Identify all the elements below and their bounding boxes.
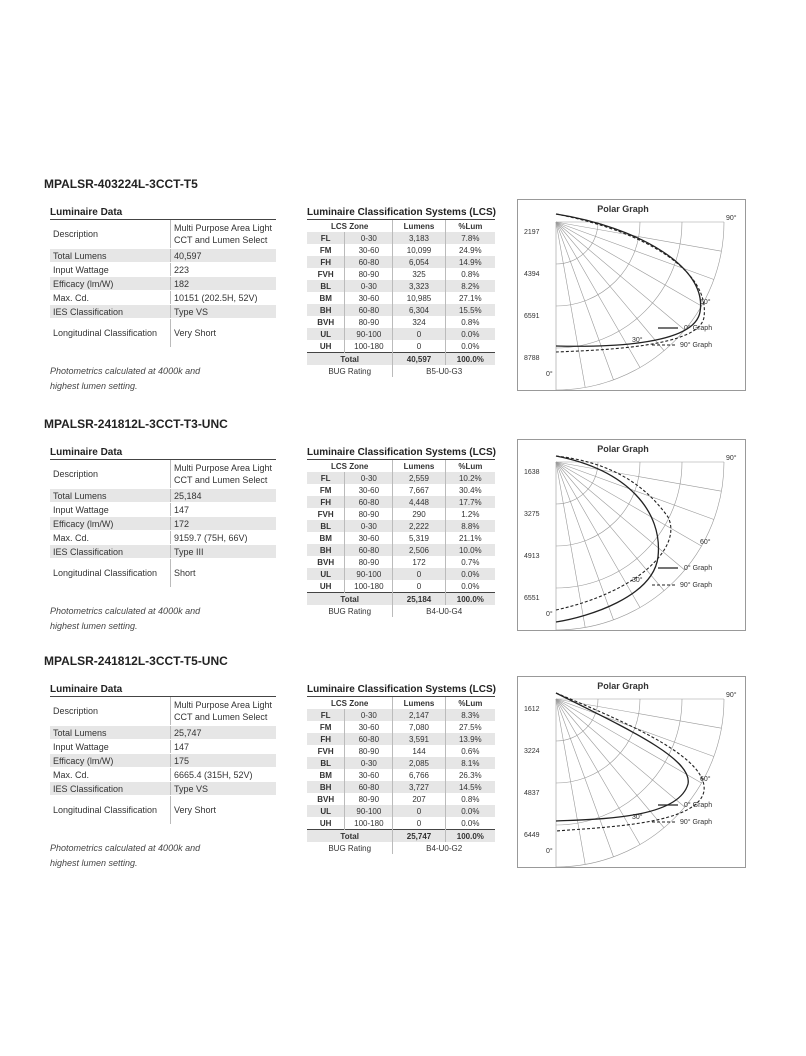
lcs-range: 0-30 xyxy=(345,232,393,244)
product-title: MPALSR-241812L-3CCT-T3-UNC xyxy=(44,417,228,431)
lcs-lumens: 0 xyxy=(393,328,445,340)
luminaire-data-header: Luminaire Data xyxy=(50,447,276,460)
lcs-zone: BVH xyxy=(317,557,335,567)
lcs-pct: 1.2% xyxy=(445,508,495,520)
lcs-pct: 0.0% xyxy=(445,568,495,580)
lcs-total-label: Total xyxy=(307,593,393,606)
row-label: Longitudinal Classification xyxy=(50,559,171,588)
polar-graph xyxy=(517,439,746,631)
row-value: 9159.7 (75H, 66V) xyxy=(171,531,277,545)
col-pct: %Lum xyxy=(445,220,495,232)
lcs-zone: BH xyxy=(307,304,345,316)
note-line-2: highest lumen setting. xyxy=(50,381,138,391)
lcs-zone: BH xyxy=(307,544,345,556)
polar-tick-label: 3275 xyxy=(524,511,540,518)
lcs-lumens: 5,319 xyxy=(393,532,445,544)
lcs-pct: 0.0% xyxy=(445,340,495,353)
row-label: Max. Cd. xyxy=(50,531,171,545)
lcs-range: 30-60 xyxy=(345,769,393,781)
lcs-lumens: 0 xyxy=(393,340,445,353)
row-value: 10151 (202.5H, 52V) xyxy=(171,291,277,305)
lcs-range: 60-80 xyxy=(345,733,393,745)
lcs-zone: FH xyxy=(307,496,345,508)
lcs-zone: UH xyxy=(319,341,332,351)
lcs-lumens: 324 xyxy=(393,316,445,328)
lcs-lumens: 3,591 xyxy=(393,733,445,745)
bug-value: B5-U0-G3 xyxy=(393,365,495,377)
lcs-pct: 15.5% xyxy=(445,304,495,316)
lcs-pct: 14.5% xyxy=(445,781,495,793)
lcs-zone: BL xyxy=(307,757,345,769)
row-value xyxy=(171,697,277,726)
polar-tick-label: 4837 xyxy=(524,790,540,797)
lcs-lumens: 2,085 xyxy=(393,757,445,769)
lcs-range: 0-30 xyxy=(345,520,393,532)
row-value: Very Short xyxy=(171,319,277,348)
row-label: Description xyxy=(50,697,171,726)
lcs-zone: FL xyxy=(307,472,345,484)
lcs-pct: 30.4% xyxy=(445,484,495,496)
col-lumens: Lumens xyxy=(393,460,445,472)
row-value: 25,747 xyxy=(171,726,277,740)
lcs-pct: 27.1% xyxy=(445,292,495,304)
row-label: Efficacy (lm/W) xyxy=(50,754,171,768)
lcs-lumens: 325 xyxy=(393,268,445,280)
lcs-range: 90-100 xyxy=(345,328,393,340)
luminaire-data xyxy=(50,447,276,634)
lcs-lumens: 10,099 xyxy=(393,244,445,256)
polar-background xyxy=(518,677,745,867)
polar-graph-title: Polar Graph xyxy=(597,444,649,454)
polar-angle-0: 0° xyxy=(546,371,553,378)
lcs-lumens: 2,222 xyxy=(393,520,445,532)
lcs-zone: BM xyxy=(319,770,332,780)
lcs-lumens: 2,559 xyxy=(393,472,445,484)
lcs-total-pct: 100.0% xyxy=(445,830,495,843)
legend-dashed-label: 90° Graph xyxy=(680,342,712,349)
bug-label: BUG Rating xyxy=(307,842,393,854)
polar-angle-90: 90° xyxy=(726,455,737,462)
bug-label: BUG Rating xyxy=(307,605,393,617)
lcs-pct: 10.2% xyxy=(445,472,495,484)
lcs-pct: 7.8% xyxy=(445,232,495,244)
lcs-range: 80-90 xyxy=(345,556,393,568)
product-section xyxy=(0,417,806,657)
row-label: Max. Cd. xyxy=(50,768,171,782)
lcs-range: 0-30 xyxy=(345,472,393,484)
lcs-range: 100-180 xyxy=(345,340,393,353)
row-label: Description xyxy=(50,460,171,489)
legend-dashed-label: 90° Graph xyxy=(680,582,712,589)
lcs-range: 30-60 xyxy=(345,532,393,544)
row-value: 223 xyxy=(171,263,277,277)
lcs-zone: FH xyxy=(307,733,345,745)
col-lumens: Lumens xyxy=(393,697,445,709)
luminaire-data-table xyxy=(50,460,276,588)
polar-background xyxy=(518,440,745,630)
row-value: 147 xyxy=(171,503,277,517)
lcs-pct: 17.7% xyxy=(445,496,495,508)
row-label: Total Lumens xyxy=(50,489,171,503)
lcs-range: 0-30 xyxy=(345,757,393,769)
lcs-lumens: 2,147 xyxy=(393,709,445,721)
polar-graph-svg xyxy=(518,677,745,867)
luminaire-data-table xyxy=(50,220,276,348)
product-section xyxy=(0,654,806,894)
row-value: Very Short xyxy=(171,796,277,825)
lcs-lumens: 3,183 xyxy=(393,232,445,244)
note-line-1: Photometrics calculated at 4000k and xyxy=(50,843,201,853)
polar-graph-svg xyxy=(518,440,745,630)
row-value xyxy=(171,220,277,249)
lcs-range: 60-80 xyxy=(345,304,393,316)
legend-dashed-label: 90° Graph xyxy=(680,819,712,826)
lcs-zone: FH xyxy=(307,256,345,268)
lcs-total-label: Total xyxy=(307,830,393,843)
lcs-pct: 8.3% xyxy=(445,709,495,721)
row-label: Longitudinal Classification xyxy=(50,796,171,825)
legend-solid-label: 0° Graph xyxy=(684,802,713,809)
lcs-pct: 27.5% xyxy=(445,721,495,733)
bug-label: BUG Rating xyxy=(307,365,393,377)
luminaire-data-header: Luminaire Data xyxy=(50,684,276,697)
bug-value: B4-U0-G2 xyxy=(393,842,495,854)
legend-solid-label: 0° Graph xyxy=(684,565,713,572)
lcs-pct: 10.0% xyxy=(445,544,495,556)
lcs-lumens: 144 xyxy=(393,745,445,757)
lcs-range: 80-90 xyxy=(345,268,393,280)
polar-tick-label: 8788 xyxy=(524,355,540,362)
lcs-pct: 0.0% xyxy=(445,580,495,593)
lcs-zone: FM xyxy=(319,722,332,732)
lcs-table xyxy=(307,447,495,617)
lcs-range: 100-180 xyxy=(345,817,393,830)
lcs-pct: 0.6% xyxy=(445,745,495,757)
lcs-pct: 0.0% xyxy=(445,817,495,830)
lcs-pct: 26.3% xyxy=(445,769,495,781)
note-line-1: Photometrics calculated at 4000k and xyxy=(50,366,201,376)
lcs-pct: 21.1% xyxy=(445,532,495,544)
lcs-lumens: 7,080 xyxy=(393,721,445,733)
polar-tick-label: 2197 xyxy=(524,229,540,236)
value-line-2: CCT and Lumen Select xyxy=(174,712,268,722)
lcs-range: 100-180 xyxy=(345,580,393,593)
photometrics-note xyxy=(50,604,276,634)
row-label: Input Wattage xyxy=(50,503,171,517)
row-label: IES Classification xyxy=(50,782,171,796)
row-label: Description xyxy=(50,220,171,249)
lcs-pct: 8.8% xyxy=(445,520,495,532)
luminaire-data-table xyxy=(50,697,276,825)
row-label: IES Classification xyxy=(50,545,171,559)
value-line-2: CCT and Lumen Select xyxy=(174,235,268,245)
lcs-pct: 0.8% xyxy=(445,268,495,280)
row-value xyxy=(171,460,277,489)
polar-angle-0: 0° xyxy=(546,848,553,855)
lcs-table xyxy=(307,207,495,377)
row-value: Short xyxy=(171,559,277,588)
lcs-zone: BH xyxy=(307,781,345,793)
polar-tick-label: 1638 xyxy=(524,469,540,476)
note-line-2: highest lumen setting. xyxy=(50,858,138,868)
polar-angle-30: 30° xyxy=(632,337,643,344)
col-pct: %Lum xyxy=(445,697,495,709)
polar-angle-90: 90° xyxy=(726,692,737,699)
value-line-1: Multi Purpose Area Light xyxy=(174,463,273,473)
lcs-zone: UH xyxy=(319,581,332,591)
col-zone: LCS Zone xyxy=(307,460,393,472)
row-value: 175 xyxy=(171,754,277,768)
lcs-lumens: 0 xyxy=(393,817,445,830)
lcs-range: 80-90 xyxy=(345,508,393,520)
row-value: 25,184 xyxy=(171,489,277,503)
polar-graph xyxy=(517,199,746,391)
lcs-lumens: 3,323 xyxy=(393,280,445,292)
lcs-range: 30-60 xyxy=(345,484,393,496)
lcs-zone: BM xyxy=(319,293,332,303)
product-section xyxy=(0,177,806,417)
polar-angle-60: 60° xyxy=(700,776,711,783)
lcs-zone: UH xyxy=(319,818,332,828)
lcs-zone: FVH xyxy=(317,269,334,279)
legend-solid-label: 0° Graph xyxy=(684,325,713,332)
polar-tick-label: 4394 xyxy=(524,271,540,278)
lcs-range: 60-80 xyxy=(345,544,393,556)
lcs-pct: 0.8% xyxy=(445,793,495,805)
lcs-zone: BL xyxy=(307,280,345,292)
polar-angle-60: 60° xyxy=(700,539,711,546)
lcs-zone: FM xyxy=(319,485,332,495)
row-label: Max. Cd. xyxy=(50,291,171,305)
lcs-header: Luminaire Classification Systems (LCS) xyxy=(307,447,496,458)
row-label: Total Lumens xyxy=(50,249,171,263)
polar-angle-60: 60° xyxy=(700,299,711,306)
lcs-range: 90-100 xyxy=(345,805,393,817)
luminaire-data xyxy=(50,684,276,871)
row-value: Type III xyxy=(171,545,277,559)
lcs-lumens: 3,727 xyxy=(393,781,445,793)
lcs-lumens: 2,506 xyxy=(393,544,445,556)
row-value: 6665.4 (315H, 52V) xyxy=(171,768,277,782)
polar-background xyxy=(518,200,745,390)
lcs-table xyxy=(307,684,495,854)
lcs-range: 60-80 xyxy=(345,496,393,508)
lcs-zone: FVH xyxy=(317,509,334,519)
row-value: 172 xyxy=(171,517,277,531)
polar-graph xyxy=(517,676,746,868)
col-pct: %Lum xyxy=(445,460,495,472)
lcs-pct: 24.9% xyxy=(445,244,495,256)
lcs-total-lumens: 25,747 xyxy=(393,830,445,843)
row-value: 40,597 xyxy=(171,249,277,263)
lcs-range: 80-90 xyxy=(345,316,393,328)
lcs-lumens: 6,304 xyxy=(393,304,445,316)
row-label: Longitudinal Classification xyxy=(50,319,171,348)
polar-angle-30: 30° xyxy=(632,814,643,821)
lcs-zone: FM xyxy=(319,245,332,255)
lcs-pct: 8.2% xyxy=(445,280,495,292)
lcs-pct: 14.9% xyxy=(445,256,495,268)
polar-angle-0: 0° xyxy=(546,611,553,618)
lcs-pct: 13.9% xyxy=(445,733,495,745)
lcs-total-pct: 100.0% xyxy=(445,353,495,366)
row-label: IES Classification xyxy=(50,305,171,319)
bug-value: B4-U0-G4 xyxy=(393,605,495,617)
lcs-header: Luminaire Classification Systems (LCS) xyxy=(307,207,496,218)
lcs-zone: UL xyxy=(307,568,345,580)
lcs-lumens: 10,985 xyxy=(393,292,445,304)
lcs-header: Luminaire Classification Systems (LCS) xyxy=(307,684,496,695)
polar-graph-title: Polar Graph xyxy=(597,681,649,691)
lcs-pct: 0.0% xyxy=(445,328,495,340)
row-label: Input Wattage xyxy=(50,263,171,277)
row-label: Efficacy (lm/W) xyxy=(50,277,171,291)
polar-tick-label: 3224 xyxy=(524,748,540,755)
lcs-lumens: 207 xyxy=(393,793,445,805)
lcs-zone: FVH xyxy=(317,746,334,756)
value-line-1: Multi Purpose Area Light xyxy=(174,700,273,710)
lcs-total-lumens: 25,184 xyxy=(393,593,445,606)
polar-angle-90: 90° xyxy=(726,215,737,222)
polar-tick-label: 6449 xyxy=(524,832,540,839)
lcs-range: 90-100 xyxy=(345,568,393,580)
col-zone: LCS Zone xyxy=(307,697,393,709)
polar-tick-label: 1612 xyxy=(524,706,540,713)
polar-graph-title: Polar Graph xyxy=(597,204,649,214)
product-title: MPALSR-403224L-3CCT-T5 xyxy=(44,177,198,191)
lcs-zone: BM xyxy=(319,533,332,543)
value-line-2: CCT and Lumen Select xyxy=(174,475,268,485)
lcs-zone: UL xyxy=(307,805,345,817)
lcs-pct: 0.8% xyxy=(445,316,495,328)
lcs-lumens: 7,667 xyxy=(393,484,445,496)
row-value: 147 xyxy=(171,740,277,754)
product-title: MPALSR-241812L-3CCT-T5-UNC xyxy=(44,654,228,668)
row-value: Type VS xyxy=(171,305,277,319)
lcs-total-pct: 100.0% xyxy=(445,593,495,606)
lcs-range: 60-80 xyxy=(345,781,393,793)
lcs-zone: UL xyxy=(307,328,345,340)
lcs-lumens: 6,054 xyxy=(393,256,445,268)
lcs-range: 80-90 xyxy=(345,745,393,757)
lcs-pct: 8.1% xyxy=(445,757,495,769)
lcs-range: 30-60 xyxy=(345,244,393,256)
value-line-1: Multi Purpose Area Light xyxy=(174,223,273,233)
lcs-range: 0-30 xyxy=(345,709,393,721)
photometrics-note xyxy=(50,841,276,871)
polar-tick-label: 6551 xyxy=(524,595,540,602)
luminaire-data-header: Luminaire Data xyxy=(50,207,276,220)
lcs-range: 80-90 xyxy=(345,793,393,805)
lcs-lumens: 0 xyxy=(393,568,445,580)
row-label: Input Wattage xyxy=(50,740,171,754)
lcs-lumens: 0 xyxy=(393,805,445,817)
row-label: Efficacy (lm/W) xyxy=(50,517,171,531)
lcs-range: 30-60 xyxy=(345,721,393,733)
row-label: Total Lumens xyxy=(50,726,171,740)
lcs-zone: BL xyxy=(307,520,345,532)
polar-tick-label: 6591 xyxy=(524,313,540,320)
col-lumens: Lumens xyxy=(393,220,445,232)
lcs-lumens: 290 xyxy=(393,508,445,520)
lcs-zone: BVH xyxy=(317,317,335,327)
lcs-lumens: 4,448 xyxy=(393,496,445,508)
lcs-pct: 0.7% xyxy=(445,556,495,568)
lcs-pct: 0.0% xyxy=(445,805,495,817)
lcs-total-lumens: 40,597 xyxy=(393,353,445,366)
lcs-lumens: 6,766 xyxy=(393,769,445,781)
lcs-zone: FL xyxy=(307,709,345,721)
lcs-zone: BVH xyxy=(317,794,335,804)
lcs-range: 30-60 xyxy=(345,292,393,304)
lcs-total-label: Total xyxy=(307,353,393,366)
polar-angle-30: 30° xyxy=(632,577,643,584)
row-value: Type VS xyxy=(171,782,277,796)
row-value: 182 xyxy=(171,277,277,291)
lcs-lumens: 0 xyxy=(393,580,445,593)
photometrics-note xyxy=(50,364,276,394)
lcs-range: 60-80 xyxy=(345,256,393,268)
polar-graph-svg xyxy=(518,200,745,390)
lcs-zone: FL xyxy=(307,232,345,244)
polar-tick-label: 4913 xyxy=(524,553,540,560)
col-zone: LCS Zone xyxy=(307,220,393,232)
note-line-2: highest lumen setting. xyxy=(50,621,138,631)
note-line-1: Photometrics calculated at 4000k and xyxy=(50,606,201,616)
lcs-range: 0-30 xyxy=(345,280,393,292)
lcs-lumens: 172 xyxy=(393,556,445,568)
luminaire-data xyxy=(50,207,276,394)
